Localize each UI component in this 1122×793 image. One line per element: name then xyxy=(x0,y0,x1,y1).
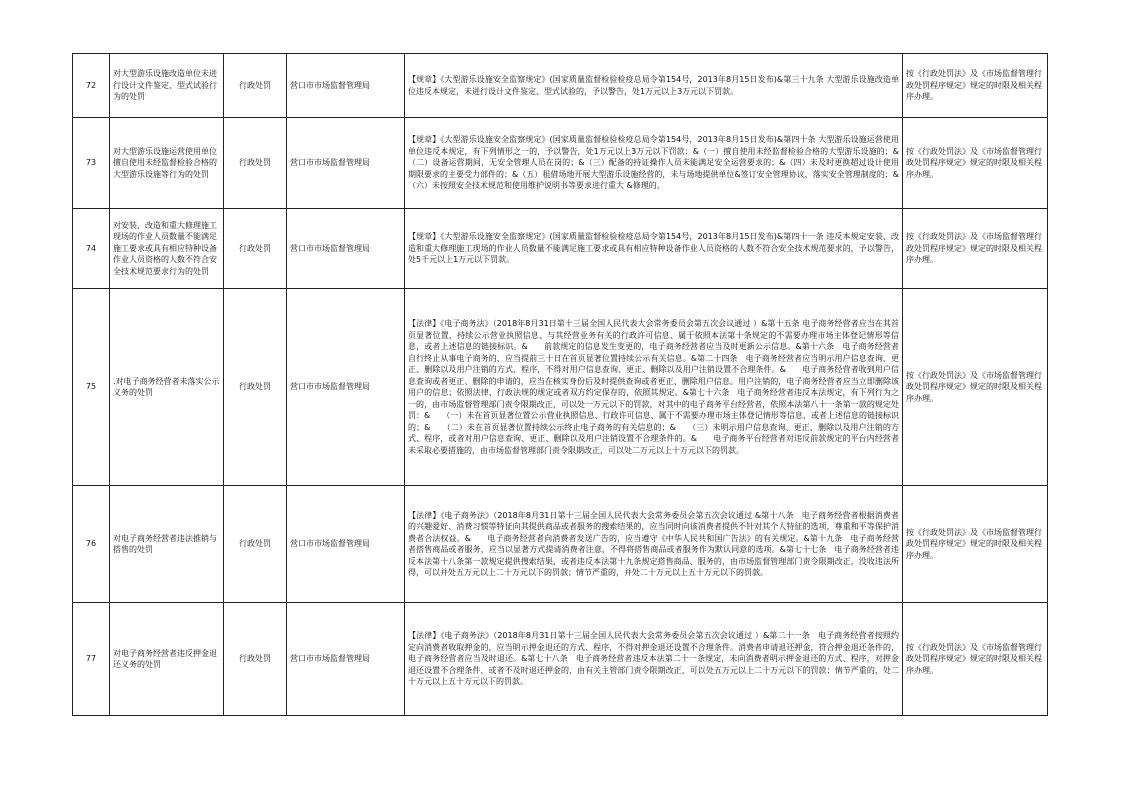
table-row xyxy=(73,603,1048,716)
power-type: 行政处罚 xyxy=(224,486,287,603)
row-number: 76 xyxy=(73,486,110,603)
power-type: 行政处罚 xyxy=(224,209,287,289)
power-type: 行政处罚 xyxy=(224,54,287,118)
responsible-department: 营口市市场监督管理局 xyxy=(287,118,405,209)
responsible-department: 营口市市场监督管理局 xyxy=(287,209,405,289)
handling-procedure: 按《行政处罚法》及《市场监督管理行政处罚程序规定》规定的时限及相关程序办理。 xyxy=(903,118,1048,209)
responsible-department: 营口市市场监督管理局 xyxy=(287,486,405,603)
handling-procedure: 按《行政处罚法》及《市场监督管理行政处罚程序规定》规定的时限及相关程序办理。 xyxy=(903,54,1048,118)
row-number: 73 xyxy=(73,118,110,209)
responsible-department: 营口市市场监督管理局 xyxy=(287,54,405,118)
legal-basis: 【规章】《大型游乐设施安全监察规定》(国家质量监督检验检疫总局令第154号，2013年8月15日发布)&第四十条 大型游乐设施运营使用单位违反本规定，有下列情形之一的，予以警告，处1万元以上3万元以下罚款：&（一）擅自使用未经监督检验合格的大型游乐设施的；&（二）设备运营期间，无安全管理人员在岗的；&（三）配备的持证操作人员未能满足安全运营要求的；&（四）未及时更换超过设计使用期限要求的主要受力部件的；&（五）租借场地开展大型游乐设施经营的，未与场地提供单位&签订安全管理协议，落实安全管理制度的；&（六）未按照安全技术规范和使用维护说明书等要求进行重大 &修理的。 xyxy=(405,118,903,209)
table-row xyxy=(73,118,1048,209)
penalty-items-table xyxy=(72,53,1048,716)
item-name: .对电子商务经营者未落实公示义务的处罚 xyxy=(110,289,224,486)
item-name: 对安装、改造和重大修理施工现场的作业人员数量不能满足施工要求或具有相应特种设备作业人员资格的人数不符合安全技术规范要求行为的处罚 xyxy=(110,209,224,289)
table-row xyxy=(73,289,1048,486)
table-row xyxy=(73,209,1048,289)
legal-basis: 【规章】《大型游乐设施安全监察规定》(国家质量监督检验检疫总局令第154号，2013年8月15日发布)&第四十一条 违反本规定安装、改造和重大修理施工现场的作业人员数量不能满足施工要求或具有相应特种设备作业人员资格的人数不符合安全技术规范要求的，予以警告，处5千元以上1万元以下罚款。 xyxy=(405,209,903,289)
item-name: 对电子商务经营者违法推销与搭售的处罚 xyxy=(110,486,224,603)
handling-procedure: 按《行政处罚法》及《市场监督管理行政处罚程序规定》规定的时限及相关程序办理。 xyxy=(903,486,1048,603)
responsible-department: 营口市市场监督管理局 xyxy=(287,603,405,716)
handling-procedure: 按《行政处罚法》及《市场监督管理行政处罚程序规定》规定的时限及相关程序办理。 xyxy=(903,209,1048,289)
row-number: 75 xyxy=(73,289,110,486)
row-number: 77 xyxy=(73,603,110,716)
table-row xyxy=(73,54,1048,118)
item-name: 对大型游乐设施改造单位未进行设计文件鉴定、型式试验行为的处罚 xyxy=(110,54,224,118)
row-number: 74 xyxy=(73,209,110,289)
handling-procedure: 按《行政处罚法》及《市场监督管理行政处罚程序规定》规定的时限及相关程序办理。 xyxy=(903,603,1048,716)
power-type: 行政处罚 xyxy=(224,603,287,716)
legal-basis: 【规章】《大型游乐设施安全监察规定》(国家质量监督检验检疫总局令第154号，2013年8月15日发布)&第三十九条 大型游乐设施改造单位违反本规定，未进行设计文件鉴定、型式试验的，予以警告，处1万元以上3万元以下罚款。 xyxy=(405,54,903,118)
power-type: 行政处罚 xyxy=(224,289,287,486)
table-row xyxy=(73,486,1048,603)
responsible-department: 营口市市场监督管理局 xyxy=(287,289,405,486)
power-type: 行政处罚 xyxy=(224,118,287,209)
item-name: 对大型游乐设施运营使用单位擅自使用未经监督检验合格的大型游乐设施等行为的处罚 xyxy=(110,118,224,209)
handling-procedure: 按《行政处罚法》及《市场监督管理行政处罚程序规定》规定的时限及相关程序办理。 xyxy=(903,289,1048,486)
legal-basis: 【法律】《电子商务法》（2018年8月31日第十三届全国人民代表大会常务委员会第五次会议通过 ）&第二十一条 电子商务经营者按照约定向消费者收取押金的，应当明示押金退还的方式、程序，不得对押金退还设置不合理条件。消费者申请退还押金，符合押金退还条件的，电子商务经营者应当及时退还。&第七十八条 电子商务经营者违反本法第二十一条规定，未向消费者明示押金退还的方式、程序，对押金退还设置不合理条件，或者不及时退还押金的，由有关主管部门责令限期改正，可以处五万元以上二十万元以下的罚款；情节严重的，处二十万元以上五十万元以下的罚款。 xyxy=(405,603,903,716)
legal-basis: 【法律】《电子商务法》（2018年8月31日第十三届全国人民代表大会常务委员会第五次会议通过 &第十八条 电子商务经营者根据消费者的兴趣爱好、消费习惯等特征向其提供商品或者服务的搜索结果的，应当同时向该消费者提供不针对其个人特征的选项，尊重和平等保护消费者合法权益。& 电子商务经营者向消费者发送广告的，应当遵守《中华人民共和国广告法》的有关规定。&第十九条 电子商务经营者搭售商品或者服务，应当以显著方式提请消费者注意，不得将搭售商品或者服务作为默认同意的选项。&第七十七条 电子商务经营者违反本法第十八条第一款规定提供搜索结果，或者违反本法第十九条规定搭售商品、服务的，由市场监督管理部门责令限期改正，没收违法所得，可以并处五万元以上二十万元以下的罚款；情节严重的，并处二十万元以上五十万元以下的罚款。 xyxy=(405,486,903,603)
legal-basis: 【法律】《电子商务法》（2018年8月31日第十三届全国人民代表大会常务委员会第五次会议通过 ）&第十五条 电子商务经营者应当在其首页显著位置，持续公示营业执照信息、与其经营业务有关的行政许可信息、属于依照本法第十条规定的不需要办理市场主体登记情形等信息，或者上述信息的链接标识。& 前款规定的信息发生变更的，电子商务经营者应当及时更新公示信息。&第十六条 电子商务经营者自行终止从事电子商务的，应当提前三十日在首页显著位置持续公示有关信息。&第二十四条 电子商务经营者应当明示用户信息查询、更正、删除以及用户注销的方式、程序，不得对用户信息查询、更正、删除以及用户注销设置不合理条件。& 电子商务经营者收到用户信息查询或者更正、删除的申请的，应当在核实身份后及时提供查询或者更正、删除用户信息。用户注销的，电子商务经营者应当立即删除该用户的信息；依照法律、行政法规的规定或者双方约定保存的，依照其规定。&第七十六条 电子商务经营者违反本法规定，有下列行为之一的，由市场监督管理部门责令限期改正，可以处一万元以下的罚款，对其中的电子商务平台经营者，依照本法第八十一条第一款的规定处罚：& （一）未在首页显著位置公示营业执照信息、行政许可信息、属于不需要办理市场主体登记情形等信息，或者上述信息的链接标识的；& （二）未在首页显著位置持续公示终止电子商务的有关信息的；& （三）未明示用户信息查询、更正、删除以及用户注销的方式、程序，或者对用户信息查询、更正、删除以及用户注销设置不合理条件的。& 电子商务平台经营者对违反前款规定的平台内经营者未采取必要措施的，由市场监督管理部门责令限期改正，可以处二万元以上十万元以下的罚款。 xyxy=(405,289,903,486)
item-name: 对电子商务经营者违反押金退还义务的处罚 xyxy=(110,603,224,716)
row-number: 72 xyxy=(73,54,110,118)
